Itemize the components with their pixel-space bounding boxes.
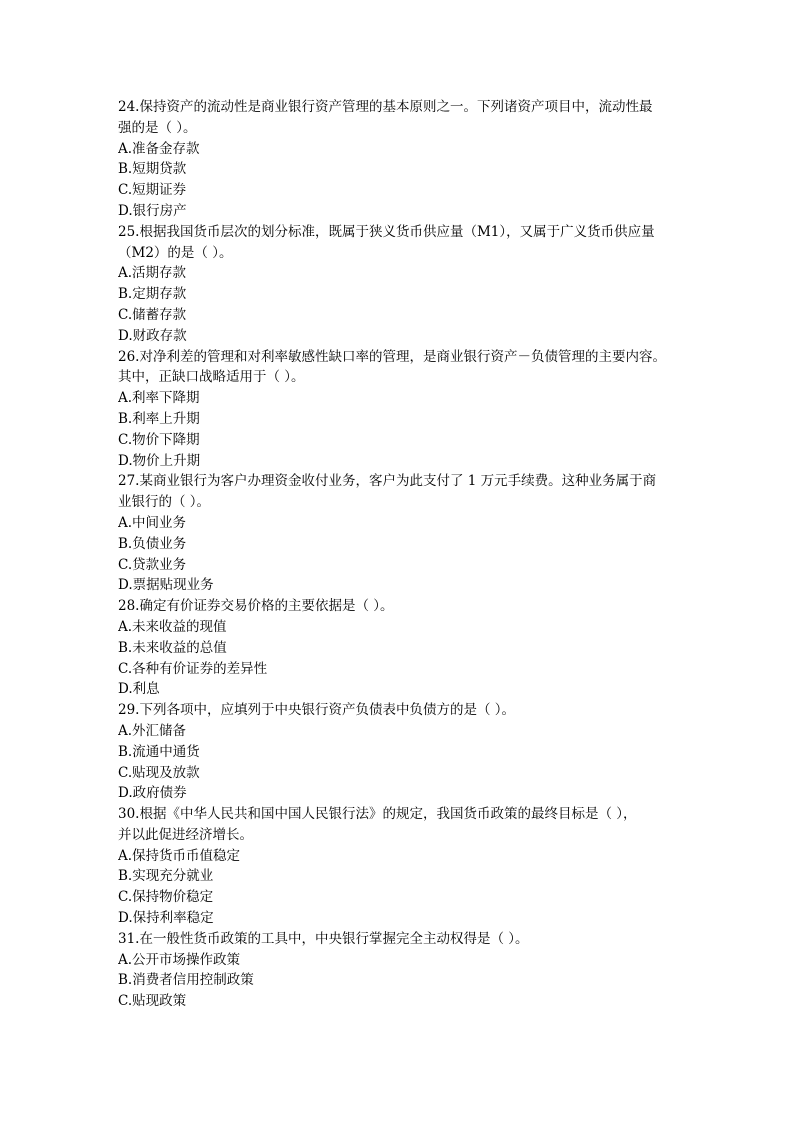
- answer-option: C.短期证券: [118, 182, 187, 199]
- question-text: 并以此促进经济增长。: [118, 826, 253, 843]
- question-text: 31.在一般性货币政策的工具中，中央银行掌握完全主动权得是（ ）。: [118, 930, 529, 947]
- question-block: [118, 804, 690, 929]
- answer-option: C.贷款业务: [118, 556, 187, 573]
- answer-option: B.负债业务: [118, 535, 187, 552]
- answer-option: D.银行房产: [118, 202, 187, 219]
- answer-option: A.中间业务: [118, 514, 187, 531]
- question-text: 25.根据我国货币层次的划分标准，既属于狭义货币供应量（M1），又属于广义货币供应量: [118, 223, 655, 240]
- answer-option: A.准备金存款: [118, 140, 200, 157]
- question-block: [118, 97, 690, 222]
- question-text: 强的是（ ）。: [118, 119, 197, 136]
- document-page: [118, 97, 690, 1012]
- answer-option: C.各种有价证券的差异性: [118, 660, 268, 677]
- answer-option: C.贴现及放款: [118, 764, 200, 781]
- answer-option: C.物价下降期: [118, 431, 200, 448]
- answer-option: B.未来收益的总值: [118, 639, 227, 656]
- answer-option: C.贴现政策: [118, 993, 187, 1010]
- question-text: 业银行的（ ）。: [118, 494, 211, 511]
- question-text: 24.保持资产的流动性是商业银行资产管理的基本原则之一。下列诸资产项目中，流动性最: [118, 99, 653, 115]
- answer-option: D.财政存款: [118, 327, 187, 344]
- question-block: [118, 596, 690, 700]
- question-text: 29.下列各项中，应填列于中央银行资产负债表中负债方的是（ ）。: [118, 702, 516, 719]
- answer-option: D.利息: [118, 681, 160, 698]
- answer-option: D.保持利率稳定: [118, 910, 214, 927]
- answer-option: C.保持物价稳定: [118, 889, 214, 906]
- answer-option: D.物价上升期: [118, 452, 201, 469]
- question-block: [118, 347, 690, 472]
- question-block: [118, 222, 690, 347]
- question-block: [118, 471, 690, 596]
- question-text: 30.根据《中华人民共和国中国人民银行法》的规定，我国货币政策的最终目标是（ ），: [118, 806, 637, 823]
- question-block: [118, 700, 690, 804]
- question-block: [118, 929, 690, 1012]
- answer-option: B.短期贷款: [118, 161, 187, 178]
- answer-option: B.消费者信用控制政策: [118, 972, 254, 989]
- answer-option: A.未来收益的现值: [118, 618, 227, 635]
- answer-option: B.定期存款: [118, 286, 187, 303]
- answer-option: B.流通中通货: [118, 743, 200, 760]
- answer-option: D.政府债券: [118, 785, 187, 802]
- answer-option: A.利率下降期: [118, 390, 200, 407]
- answer-option: B.实现充分就业: [118, 868, 214, 885]
- question-text: 其中，正缺口战略适用于（ ）。: [118, 369, 305, 386]
- answer-option: A.活期存款: [118, 265, 187, 282]
- answer-option: A.保持货币币值稳定: [118, 847, 241, 864]
- question-text: 27.某商业银行为客户办理资金收付业务，客户为此支付了 1 万元手续费。这种业务属于商: [118, 473, 657, 490]
- question-text: 26.对净利差的管理和对利率敏感性缺口率的管理，是商业银行资产－负债管理的主要内容。: [118, 348, 666, 365]
- question-text: （M2）的是（ ）。: [118, 244, 233, 261]
- answer-option: D.票据贴现业务: [118, 577, 214, 594]
- answer-option: A.外汇储备: [118, 722, 187, 739]
- question-text: 28.确定有价证券交易价格的主要依据是（ ）。: [118, 598, 394, 615]
- answer-option: A.公开市场操作政策: [118, 951, 241, 968]
- answer-option: B.利率上升期: [118, 410, 200, 427]
- answer-option: C.储蓄存款: [118, 306, 187, 323]
